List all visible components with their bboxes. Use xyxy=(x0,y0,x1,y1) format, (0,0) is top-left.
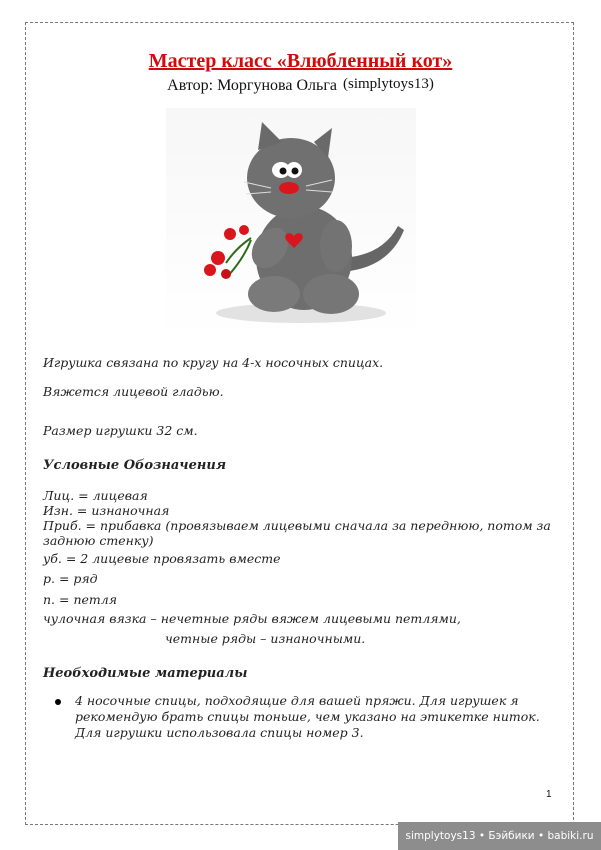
intro-line-3: Размер игрушки 32 см. xyxy=(43,423,198,438)
materials-list xyxy=(55,693,555,741)
legend-item: р. = ряд xyxy=(43,571,98,586)
watermark: simplytoys13 • Бэйбики • babiki.ru xyxy=(398,822,601,850)
legend-item: четные ряды – изнаночными. xyxy=(165,631,366,646)
legend-item: чулочная вязка – нечетные ряды вяжем лицевыми петлями, xyxy=(43,611,461,626)
legend-item: Изн. = изнаночная xyxy=(43,503,170,518)
intro-line-2: Вяжется лицевой гладью. xyxy=(43,384,224,399)
list-item: 4 носочные спицы, подходящие для вашей пряжи. Для игрушек я рекомендую брать спицы тоньше, чем указано на этикетке ниток. Для игрушки использовала спицы номер 3. xyxy=(55,693,555,741)
legend-item: п. = петля xyxy=(43,592,117,607)
author-line xyxy=(0,77,601,95)
materials-heading: Необходимые материалы xyxy=(43,666,248,681)
legend-heading: Условные Обозначения xyxy=(43,458,227,473)
legend-item: Лиц. = лицевая xyxy=(43,488,148,503)
legend-item: заднюю стенку) xyxy=(43,533,154,548)
legend-item: уб. = 2 лицевые провязать вместе xyxy=(43,551,281,566)
author-name: Автор: Моргунова Ольга xyxy=(167,77,337,94)
page-number: 1 xyxy=(546,789,552,800)
cat-illustration xyxy=(166,108,416,341)
document-title: Мастер класс «Влюбленный кот» xyxy=(148,50,453,72)
legend-item: Приб. = прибавка (провязываем лицевыми сначала за переднюю, потом за xyxy=(43,518,551,533)
knitted-cat-photo xyxy=(166,108,416,341)
author-handle: (simplytoys13) xyxy=(343,76,434,92)
intro-line-1: Игрушка связана по кругу на 4-х носочных спицах. xyxy=(43,355,384,370)
